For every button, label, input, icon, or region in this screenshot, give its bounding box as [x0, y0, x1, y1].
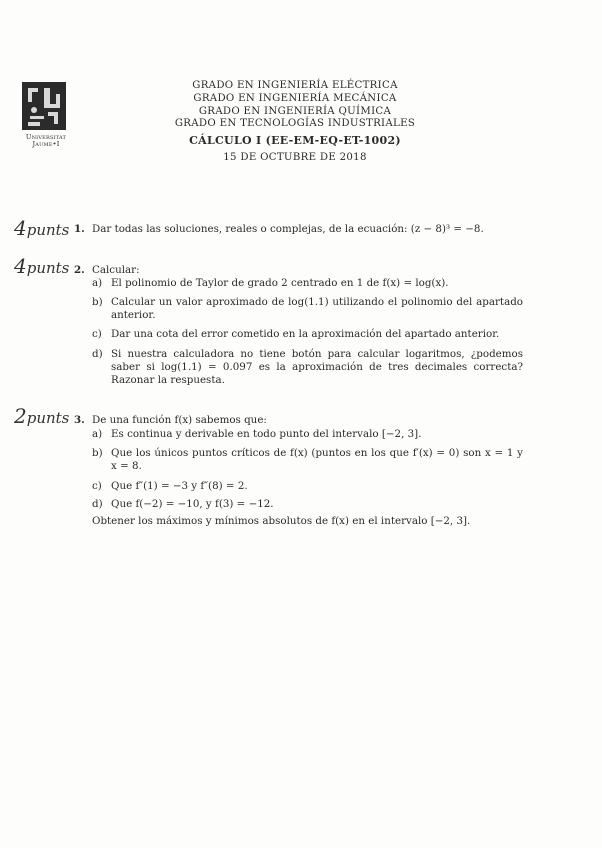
question-text: Dar todas las soluciones, reales o complejas, de la ecuación: (z − 8)³ = −8. [92, 223, 484, 235]
subquestion-text: Que f″(1) = −3 y f″(8) = 2. [111, 480, 248, 492]
university-logo [20, 82, 72, 148]
subquestion-label: d) [92, 498, 103, 510]
subquestion-label: c) [92, 328, 102, 340]
points-word: punts [26, 221, 70, 239]
handwritten-points-3 [14, 404, 69, 428]
question-number: 1. [74, 223, 85, 235]
subquestion-text: Que los únicos puntos críticos de f(x) (puntos en los que f′(x) = 0) son x = 1 y x = 8. [111, 447, 523, 472]
subquestion-text: Que f(−2) = −10, y f(3) = −12. [111, 498, 274, 510]
subquestion-text: El polinomio de Taylor de grado 2 centrado en 1 de f(x) = log(x). [111, 277, 449, 289]
points-word: punts [26, 259, 70, 277]
question-number: 2. [74, 264, 85, 276]
logo-line-1: Universitat [25, 133, 67, 141]
exam-header [130, 80, 460, 165]
question-text: De una función f(x) sabemos que: [92, 414, 267, 426]
subquestion-text: Si nuestra calculadora no tiene botón para calcular logaritmos, ¿podemos saber si log(1.1) = 0.097 es la aproximación de tres decimales correcta? Razonar la respuesta. [111, 348, 523, 386]
course-title: CÁLCULO I (EE-EM-EQ-ET-1002) [189, 134, 401, 148]
question-text: Calcular: [92, 264, 140, 276]
question-3 [74, 414, 534, 544]
subquestion-label: c) [92, 480, 102, 492]
subquestion-text: Calcular un valor aproximado de log(1.1) utilizando el polinomio del apartado anterior. [111, 296, 523, 321]
degree-line: GRADO EN INGENIERÍA MECÁNICA [193, 92, 397, 104]
question-number: 3. [74, 414, 85, 426]
subquestion-label: b) [92, 296, 103, 308]
handwritten-points-1 [14, 216, 69, 240]
subquestion-label: a) [92, 277, 103, 289]
subquestion-label: a) [92, 428, 103, 440]
subquestion-text: Es continua y derivable en todo punto del intervalo [−2, 3]. [111, 428, 422, 440]
subquestion-label: b) [92, 447, 103, 459]
handwritten-points-2 [14, 254, 69, 278]
question-footer: Obtener los máximos y mínimos absolutos de f(x) en el intervalo [−2, 3]. [92, 515, 471, 527]
university-logo-icon [22, 82, 66, 130]
points-number: 4 [14, 216, 27, 240]
question-2 [74, 264, 534, 404]
logo-line-2: Jaume•I [32, 140, 60, 148]
points-word: punts [26, 409, 70, 427]
subquestion-text: Dar una cota del error cometido en la aproximación del apartado anterior. [111, 328, 500, 340]
exam-date: 15 DE OCTUBRE DE 2018 [223, 151, 367, 163]
points-number: 2 [14, 404, 27, 428]
subquestion-label: d) [92, 348, 103, 360]
points-number: 4 [14, 254, 27, 278]
degree-line: GRADO EN INGENIERÍA ELÉCTRICA [192, 80, 398, 91]
degree-line: GRADO EN TECNOLOGÍAS INDUSTRIALES [174, 118, 416, 130]
degree-line: GRADO EN INGENIERÍA QUÍMICA [198, 105, 392, 117]
